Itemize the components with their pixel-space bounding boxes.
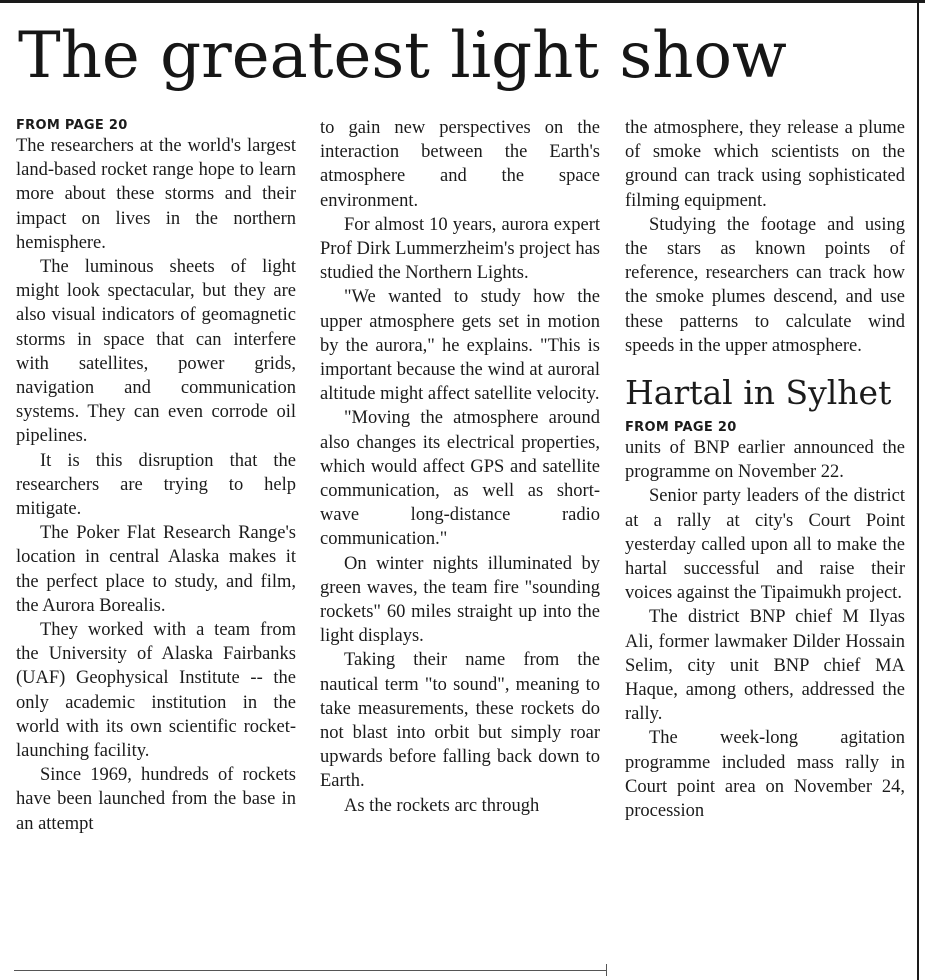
continued-from-label: FROM PAGE 20 — [16, 118, 128, 133]
paragraph: Taking their name from the nautical term "to sound", meaning to take measurements, these rockets do not blast into orbit but simply roar upwards before falling back down to Earth. — [320, 650, 600, 792]
paragraph: The Poker Flat Research Range's location in central Alaska makes it the perfect place to study, and film, the Aurora Borealis. — [16, 523, 296, 616]
second-article-headline: Hartal in Sylhet — [625, 373, 892, 413]
paragraph: Since 1969, hundreds of rockets have been launched from the base in an attempt — [16, 765, 296, 834]
paragraph: It is this disruption that the researchers are trying to help mitigate. — [16, 450, 296, 520]
paragraph-continued: the atmosphere, they release a plume of smoke which scientists on the ground can track using sophisticated filming equipment. — [625, 118, 905, 211]
article-headline: The greatest light show — [18, 19, 787, 93]
paragraph: Senior party leaders of the district at a rally at city's Court Point yesterday called upon all to make the hartal successful and raise their voices against the Tipaimukh project. — [625, 486, 905, 604]
article-column-3 — [625, 116, 905, 980]
paragraph: Studying the footage and using the stars as known points of reference, researchers can track how the smoke plumes descend, and use these patterns to calculate wind speeds in the upper atmosphere. — [625, 214, 905, 356]
paragraph: The luminous sheets of light might look spectacular, but they are also visual indicators of geomagnetic storms in space that can interfere with satellites, power grids, navigation and communication systems. They can even corrode oil pipelines. — [16, 257, 296, 447]
paragraph: The district BNP chief M Ilyas Ali, former lawmaker Dilder Hossain Selim, city unit BNP chief MA Haque, among others, addressed the rally. — [625, 607, 905, 725]
paragraph: On winter nights illuminated by green waves, the team fire "sounding rockets" 60 miles straight up into the light displays. — [320, 553, 600, 647]
bottom-rule — [14, 970, 606, 971]
paragraph: For almost 10 years, aurora expert Prof Dirk Lummerzheim's project has studied the Northern Lights. — [320, 214, 600, 284]
paragraph: As the rockets arc through — [344, 795, 540, 816]
paragraph: "We wanted to study how the upper atmosphere gets set in motion by the aurora," he explains. "This is important because the wind at auroral altitude might affect satellite velocity. — [320, 287, 600, 405]
paragraph: "Moving the atmosphere around also changes its electrical properties, which would affect GPS and satellite communication, as well as short-wave long-distance radio communication." — [320, 408, 600, 550]
right-frame-rule — [917, 0, 919, 980]
paragraph-continued: units of BNP earlier announced the programme on November 22. — [625, 438, 905, 483]
top-frame-rule — [0, 0, 925, 3]
paragraph: The week-long agitation programme included mass rally in Court point area on November 24, procession — [625, 728, 905, 822]
continued-from-label: FROM PAGE 20 — [625, 420, 737, 436]
paragraph: The researchers at the world's largest land-based rocket range hope to learn more about these storms and their impact on lives in the northern hemisphere. — [16, 136, 296, 253]
paragraph: They worked with a team from the University of Alaska Fairbanks (UAF) Geophysical Institute -- the only academic institution in the world with its own scientific rocket-launching facility. — [16, 620, 296, 762]
article-column-1 — [16, 116, 296, 980]
paragraph-continued: to gain new perspectives on the interaction between the Earth's atmosphere and the space environment. — [320, 118, 600, 211]
article-column-2 — [320, 116, 600, 980]
bottom-rule-tick — [606, 964, 607, 976]
